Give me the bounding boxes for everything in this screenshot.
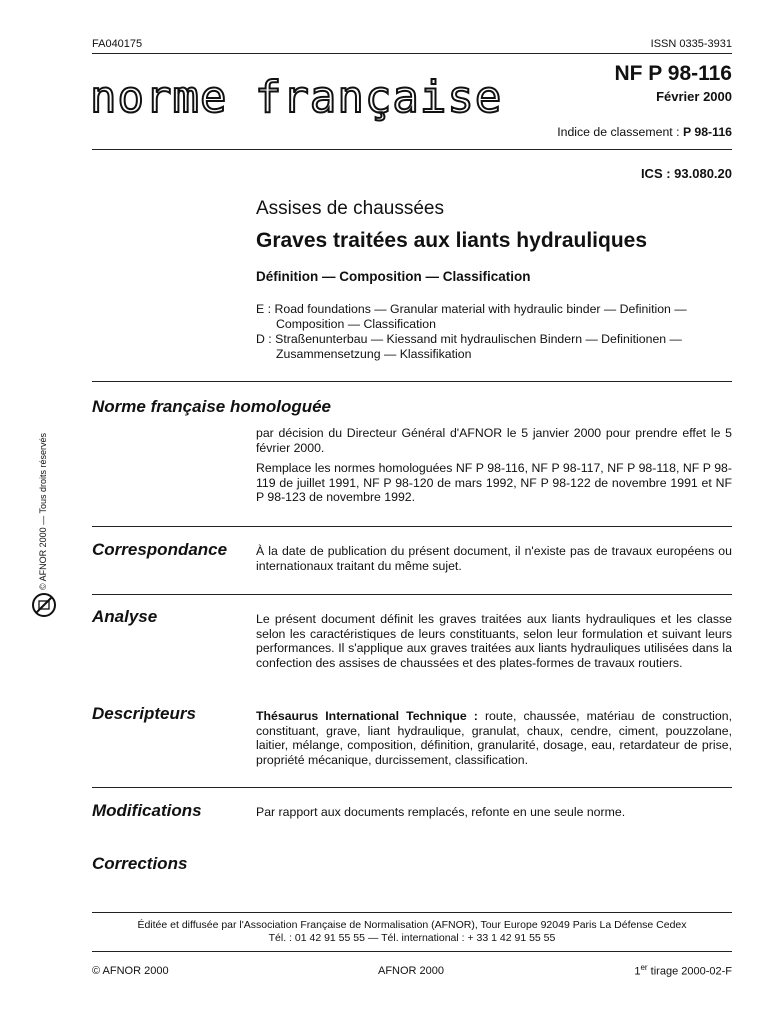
header-rule [92,53,732,54]
modifications-text: Par rapport aux documents remplacés, refonte en une seule norme. [256,805,626,819]
analyse-text: Le présent document définit les graves traitées aux liants hydrauliques et les classe selon les caractéristiques de leurs constituants, selon leur formulation et suivant leurs performances. Il s'applique aux graves traitées aux liants hydrauliques utilisées dans la confection des assises de chaussées et des plates-formes de travaux routiers. [256,612,732,670]
descripteurs-text [256,709,732,767]
corrections-heading: Corrections [92,854,188,873]
footer-rule-2 [92,951,732,952]
publication-date: Février 2000 [656,89,732,104]
classification-index [557,125,732,139]
main-title: Graves traitées aux liants hydrauliques [256,229,648,252]
english-title-1: Road foundations — Granular material with hydraulic binder — Definition — [274,302,687,316]
section-rule [92,526,732,527]
standard-number: NF P 98-116 [614,62,732,85]
document-code: FA040175 [92,38,143,50]
ics-code: ICS : 93.080.20 [640,166,732,181]
issn: ISSN 0335-3931 [650,38,732,50]
index-label: Indice de classement : [557,125,683,139]
descriptor-list: route, chaussée, matériau de construction, constituant, grave, liant hydraulique, granulat, chaux, cendre, ciment, pouzzolane, laitier, mélange, composition, définition, granularité, dosage, eau, retardateur de prise, propriété mécanique, durcissement, classification. [256,709,732,767]
english-prefix: E : [256,302,272,316]
publisher-address: Éditée et diffusée par l'Association Française de Normalisation (AFNOR), Tour Europe 92049 Paris La Défense Cedex [137,919,687,931]
footer-rule [92,912,732,913]
footer-copyright: © AFNOR 2000 [92,965,169,977]
no-copy-icon [31,592,57,618]
german-prefix: D : [256,332,272,346]
english-title-2: Composition — Classification [276,317,436,331]
translations [256,302,736,362]
header-rule-2 [92,149,732,150]
homologation-text [256,426,732,505]
copyright-vertical: © AFNOR 2000 — Tous droits réservés [38,432,48,590]
norme-francaise-logo: norme française [90,72,503,123]
print-text: tirage 2000-02-F [647,965,732,978]
publisher-info [92,919,732,945]
section-rule [92,594,732,595]
print-number: 1 [634,965,641,978]
section-rule [92,381,732,382]
analyse-heading: Analyse [92,607,158,626]
footer-center: AFNOR 2000 [378,965,445,977]
modifications-heading: Modifications [92,801,202,820]
correspondance-text: À la date de publication du présent document, il n'existe pas de travaux européens ou internationaux traitant du même sujet. [256,544,732,573]
publisher-phone: Tél. : 01 42 91 55 55 — Tél. international : + 33 1 42 91 55 55 [268,932,556,944]
german-title-line [256,332,736,347]
thesaurus-label: Thésaurus International Technique : [256,709,478,723]
german-title-2: Zusammensetzung — Klassifikation [276,347,472,361]
german-title-1: Straßenunterbau — Kiessand mit hydraulischen Bindern — Definitionen — [275,332,682,346]
descripteurs-heading: Descripteurs [92,704,196,723]
print-run [634,963,732,978]
english-title-line [256,302,736,317]
section-rule [92,787,732,788]
homologation-replaces: Remplace les normes homologuées NF P 98-116, NF P 98-117, NF P 98-118, NF P 98-119 de juillet 1991, NF P 98-120 de mars 1992, NF P 98-122 de novembre 1991 et NF P 98-123 de novembre 1992. [256,461,732,504]
subtitle: Définition — Composition — Classification [256,269,531,284]
print-ordinal: er [640,963,648,972]
correspondance-heading: Correspondance [92,540,228,559]
homologation-decision: par décision du Directeur Général d'AFNOR le 5 janvier 2000 pour prendre effet le 5 février 2000. [256,426,732,455]
index-value: P 98-116 [682,125,732,139]
homologation-heading: Norme française homologuée [92,397,332,416]
category-title: Assises de chaussées [256,198,444,219]
